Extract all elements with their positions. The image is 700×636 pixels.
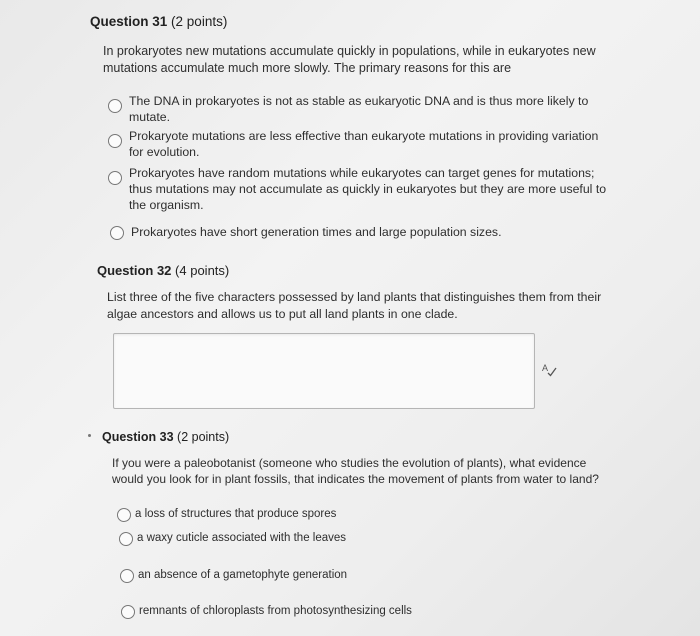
option-line: Prokaryote mutations are less effective than eukaryote mutations in providing variation [129,129,599,143]
question-32-prompt [107,289,601,323]
prompt-line: algae ancestors and allows us to put all land plants in one clade. [107,307,458,321]
option-text: a waxy cuticle associated with the leaves [137,532,347,544]
bullet-marker [88,434,91,437]
q33-option-3[interactable] [120,567,347,583]
prompt-line: List three of the five characters possessed by land plants that distinguishes them from their [107,290,602,304]
q31-option-4[interactable] [110,224,502,240]
answer-text-box[interactable] [113,333,535,409]
option-line: the organism. [129,198,204,212]
option-line: mutate. [129,110,171,124]
option-text [129,128,598,160]
prompt-line: mutations accumulate much more slowly. The primary reasons for this are [103,61,512,75]
q33-option-2[interactable] [119,530,346,546]
question-33-label: Question 33 [102,430,174,444]
question-32-title [97,263,229,278]
q33-option-4[interactable] [121,603,412,619]
option-text: remnants of chloroplasts from photosynthesizing cells [139,605,412,617]
prompt-line: In prokaryotes new mutations accumulate quickly in populations, while in eukaryotes new [103,44,596,58]
option-line: Prokaryotes have random mutations while eukaryotes can target genes for mutations; [129,166,595,180]
q31-option-1[interactable] [108,93,588,125]
radio-button[interactable] [120,569,134,583]
option-text [129,93,588,125]
svg-text:A: A [542,363,549,373]
question-31-prompt [103,43,596,77]
option-text [129,165,606,213]
radio-button[interactable] [108,134,122,148]
question-31-label: Question 31 [90,14,168,29]
question-32-points: (4 points) [175,263,230,278]
question-31-points: (2 points) [171,14,228,29]
radio-button[interactable] [108,171,122,185]
radio-button[interactable] [119,532,133,546]
prompt-line: would you look for in plant fossils, that indicates the movement of plants from water to land? [112,472,599,486]
question-31-title [90,14,227,29]
option-line: The DNA in prokaryotes is not as stable as eukaryotic DNA and is thus more likely to [129,94,589,108]
question-33-title [102,430,229,444]
radio-button[interactable] [121,605,135,619]
question-33-points: (2 points) [177,430,230,444]
option-text: Prokaryotes have short generation times and large population sizes. [131,225,502,239]
prompt-line: If you were a paleobotanist (someone who studies the evolution of plants), what evidence [112,456,587,470]
option-text: an absence of a gametophyte generation [138,569,348,581]
question-32-label: Question 32 [97,263,172,278]
option-text: a loss of structures that produce spores [135,508,337,520]
spellcheck-icon[interactable] [541,361,557,377]
q33-option-1[interactable] [117,506,336,522]
radio-button[interactable] [110,226,124,240]
question-33-prompt [112,455,599,487]
q31-option-3[interactable] [108,165,606,213]
option-line: for evolution. [129,145,200,159]
q31-option-2[interactable] [108,128,598,160]
radio-button[interactable] [108,99,122,113]
option-line: thus mutations may not accumulate as quickly in eukaryotes but they are more useful to [129,182,607,196]
radio-button[interactable] [117,508,131,522]
